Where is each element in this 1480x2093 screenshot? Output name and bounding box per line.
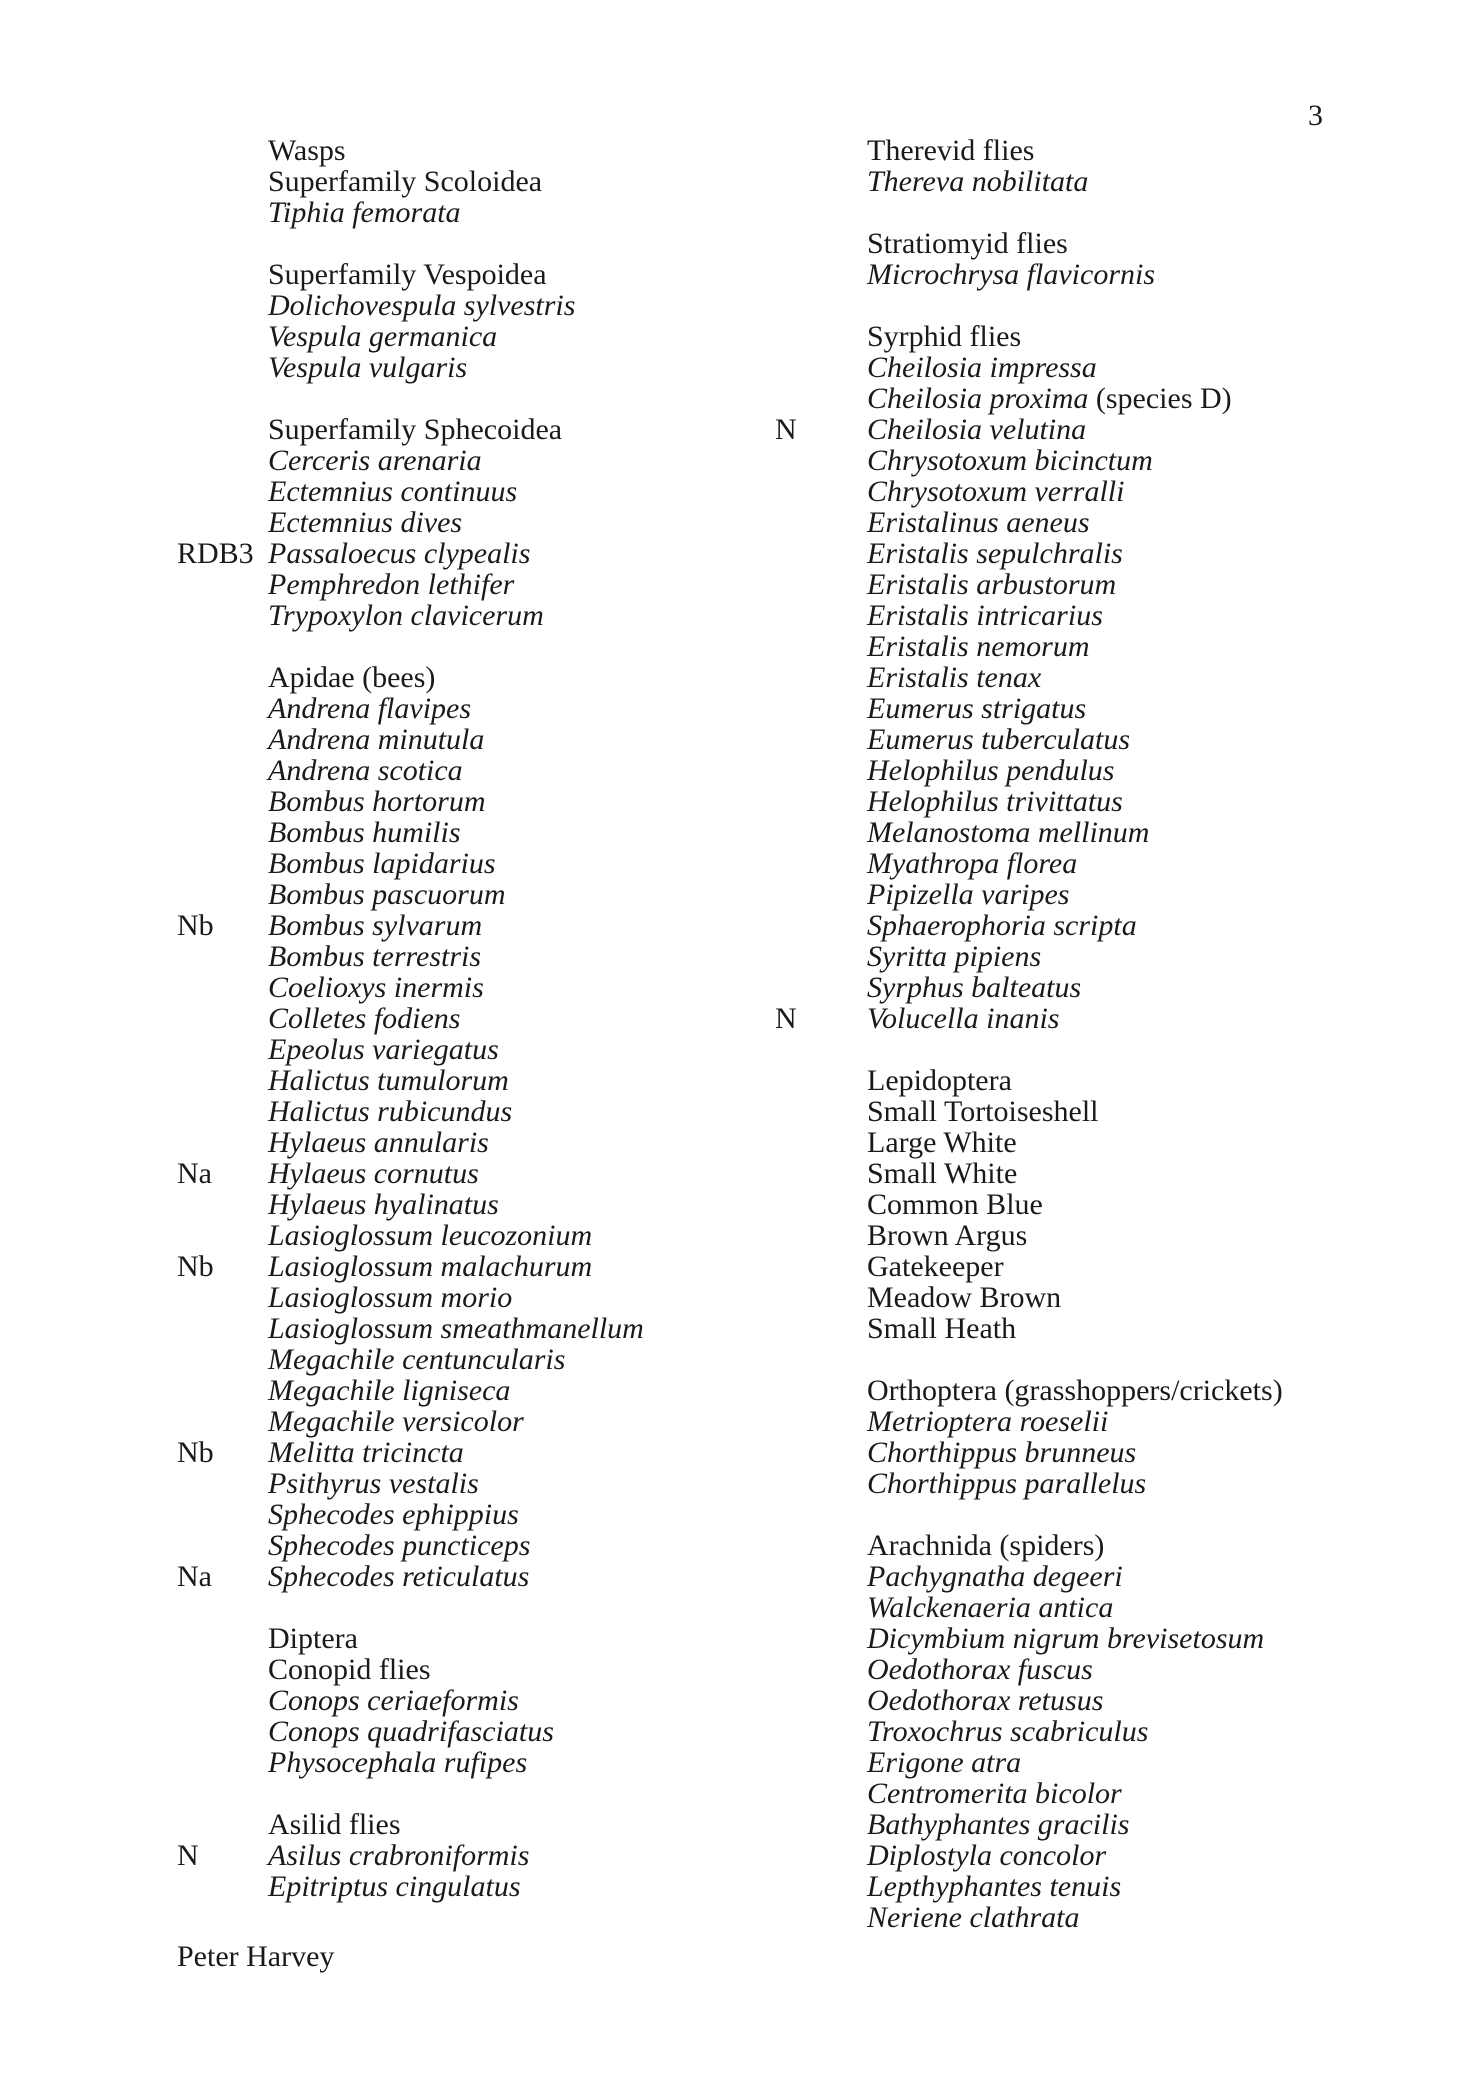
species-entry [867,910,1387,941]
species-entry [268,1871,828,1902]
species-name: Cerceris arenaria [268,444,482,477]
species-name: Halictus rubicundus [268,1095,513,1128]
species-entry [867,1778,1387,1809]
species-name: Andrena minutula [268,723,485,756]
group-heading [867,1189,1387,1220]
species-entry [268,476,828,507]
species-name: Halictus tumulorum [268,1064,509,1097]
group-heading [867,1127,1387,1158]
species-entry [268,1468,828,1499]
species-entry [867,693,1387,724]
species-name: Eristalinus aeneus [867,506,1090,539]
species-name: Hylaeus hyalinatus [268,1188,499,1221]
species-name: Bombus lapidarius [268,847,496,880]
species-name: Epeolus variegatus [268,1033,499,1066]
species-entry [867,1654,1387,1685]
species-name: Vespula vulgaris [268,351,468,384]
species-name: Ectemnius continuus [268,475,518,508]
species-name: Vespula germanica [268,320,498,353]
group-heading [867,321,1387,352]
species-entry [268,569,828,600]
species-entry [867,1437,1387,1468]
species-name: Melitta tricincta [268,1436,464,1469]
group-heading [867,1530,1387,1561]
heading-text: Small Heath [867,1312,1017,1345]
conservation-status: Nb [177,1436,214,1469]
species-entry [867,786,1387,817]
left-column [177,134,828,1903]
heading-text: Syrphid flies [867,320,1022,353]
group-heading [268,662,828,693]
species-entry [268,321,828,352]
species-entry [867,662,1387,693]
species-entry [867,1871,1387,1902]
species-entry [867,1592,1387,1623]
species-entry [177,909,828,942]
species-entry [268,1747,828,1778]
species-name: Epitriptus cingulatus [268,1870,521,1903]
group-heading [268,135,828,166]
species-name: Bombus sylvarum [268,909,483,942]
conservation-status: Na [177,1560,212,1593]
heading-text: Meadow Brown [867,1281,1062,1314]
species-entry [867,1747,1387,1778]
species-name: Bombus pascuorum [268,878,506,911]
species-entry [268,724,828,755]
species-entry [867,538,1387,569]
species-entry [268,1034,828,1065]
group-heading [867,228,1387,259]
species-entry [268,1282,828,1313]
right-column [775,134,1387,1934]
heading-text: Common Blue [867,1188,1043,1221]
species-name: Andrena flavipes [268,692,472,725]
species-name: Eristalis arbustorum [867,568,1117,601]
species-entry [268,755,828,786]
species-entry [775,413,1387,446]
species-entry [867,507,1387,538]
species-entry [268,1406,828,1437]
species-entry [268,941,828,972]
heading-text: Brown Argus [867,1219,1028,1252]
species-entry [867,383,1387,414]
species-name: Syritta pipiens [867,940,1042,973]
species-name: Lasioglossum leucozonium [268,1219,593,1252]
conservation-status: Na [177,1157,212,1190]
species-entry [268,507,828,538]
species-entry [268,1499,828,1530]
species-name: Chorthippus parallelus [867,1467,1147,1500]
species-entry [268,972,828,1003]
species-name: Eristalis sepulchralis [867,537,1123,570]
species-name: Dolichovespula sylvestris [268,289,576,322]
group-heading [268,166,828,197]
species-entry [867,1561,1387,1592]
species-entry [867,941,1387,972]
heading-text: Small Tortoiseshell [867,1095,1099,1128]
species-entry [268,1189,828,1220]
species-entry [268,352,828,383]
heading-text: Gatekeeper [867,1250,1004,1283]
species-entry [268,1003,828,1034]
species-name: Sphecodes puncticeps [268,1529,531,1562]
species-entry [867,1468,1387,1499]
species-name: Cheilosia proxima [867,382,1089,415]
heading-text: Therevid flies [867,134,1035,167]
page-number: 3 [1308,99,1323,132]
species-entry [867,1685,1387,1716]
species-name: Chorthippus brunneus [867,1436,1137,1469]
species-entry [268,786,828,817]
species-name: Bathyphantes gracilis [867,1808,1130,1841]
species-entry [268,1127,828,1158]
species-entry [268,693,828,724]
group-heading [867,1375,1387,1406]
species-entry [268,600,828,631]
species-name: Lasioglossum malachurum [268,1250,593,1283]
heading-text: Orthoptera (grasshoppers/crickets) [867,1374,1283,1407]
conservation-status: N [775,1002,797,1035]
species-name: Eristalis tenax [867,661,1042,694]
species-name: Eumerus tuberculatus [867,723,1131,756]
species-name: Metrioptera roeselii [867,1405,1109,1438]
species-entry [867,476,1387,507]
heading-text: Large White [867,1126,1017,1159]
species-entry [775,1002,1387,1035]
heading-text: Conopid flies [268,1653,431,1686]
species-name: Chrysotoxum verralli [867,475,1125,508]
species-name: Trypoxylon clavicerum [268,599,544,632]
species-entry [867,445,1387,476]
species-entry [177,1157,828,1190]
heading-text: Stratiomyid flies [867,227,1068,260]
species-name: Tiphia femorata [268,196,461,229]
species-name: Microchrysa flavicornis [867,258,1156,291]
species-name: Asilus crabroniformis [268,1839,530,1872]
species-entry [268,1313,828,1344]
species-name: Thereva nobilitata [867,165,1089,198]
species-name: Eumerus strigatus [867,692,1087,725]
heading-text: Small White [867,1157,1018,1190]
species-entry [268,1375,828,1406]
species-entry [867,631,1387,662]
species-name: Bombus hortorum [268,785,486,818]
group-heading [268,1623,828,1654]
species-name: Dicymbium nigrum brevisetosum [867,1622,1265,1655]
species-entry [268,879,828,910]
group-heading [268,1809,828,1840]
species-name: Andrena scotica [268,754,463,787]
species-name: Troxochrus scabriculus [867,1715,1149,1748]
species-entry [268,1220,828,1251]
species-name: Hylaeus cornutus [268,1157,479,1190]
species-name: Cheilosia velutina [867,413,1087,446]
species-entry [177,537,828,570]
species-entry [867,724,1387,755]
species-entry [268,445,828,476]
species-entry [268,1716,828,1747]
species-name: Oedothorax retusus [867,1684,1104,1717]
species-name: Sphaerophoria scripta [867,909,1137,942]
species-name: Megachile versicolor [268,1405,524,1438]
species-name: Bombus humilis [268,816,461,849]
species-name: Chrysotoxum bicinctum [867,444,1153,477]
species-entry [268,1096,828,1127]
species-entry [867,1716,1387,1747]
species-name: Volucella inanis [867,1002,1060,1035]
species-name: Helophilus trivittatus [867,785,1123,818]
species-entry [268,817,828,848]
heading-text: Lepidoptera [867,1064,1012,1097]
species-entry [268,1344,828,1375]
species-name: Myathropa florea [867,847,1078,880]
species-entry [268,1065,828,1096]
species-name: Diplostyla concolor [867,1839,1107,1872]
group-heading [268,1654,828,1685]
species-name: Physocephala rufipes [268,1746,528,1779]
species-name: Pachygnatha degeeri [867,1560,1123,1593]
species-name: Centromerita bicolor [867,1777,1122,1810]
species-name: Erigone atra [867,1746,1022,1779]
species-entry [867,600,1387,631]
species-note: (species D) [1088,382,1232,415]
species-entry [867,1406,1387,1437]
heading-text: Diptera [268,1622,358,1655]
species-entry [177,1436,828,1469]
heading-text: Superfamily Scoloidea [268,165,543,198]
species-name: Conops ceriaeformis [268,1684,519,1717]
group-heading [867,1251,1387,1282]
species-name: Coelioxys inermis [268,971,484,1004]
species-entry [867,1809,1387,1840]
species-name: Walckenaeria antica [867,1591,1114,1624]
species-entry [268,290,828,321]
group-heading [268,414,828,445]
species-name: Conops quadrifasciatus [268,1715,554,1748]
species-entry [867,848,1387,879]
species-name: Eristalis intricarius [867,599,1103,632]
species-entry [867,972,1387,1003]
species-name: Sphecodes reticulatus [268,1560,530,1593]
species-entry [268,1685,828,1716]
heading-text: Superfamily Vespoidea [268,258,547,291]
species-entry [867,755,1387,786]
species-entry [268,197,828,228]
species-name: Pipizella varipes [867,878,1070,911]
species-entry [177,1560,828,1593]
species-name: Helophilus pendulus [867,754,1115,787]
heading-text: Asilid flies [268,1808,401,1841]
species-name: Lasioglossum smeathmanellum [268,1312,644,1345]
heading-text: Superfamily Sphecoidea [268,413,563,446]
species-name: Hylaeus annularis [268,1126,489,1159]
species-entry [867,569,1387,600]
species-name: Syrphus balteatus [867,971,1082,1004]
species-entry [867,1840,1387,1871]
species-name: Psithyrus vestalis [268,1467,479,1500]
species-name: Passaloecus clypealis [268,537,531,570]
species-entry [177,1250,828,1283]
group-heading [867,1096,1387,1127]
heading-text: Arachnida (spiders) [867,1529,1105,1562]
species-name: Lasioglossum morio [268,1281,513,1314]
species-entry [268,848,828,879]
species-name: Megachile centuncularis [268,1343,566,1376]
species-entry [867,879,1387,910]
species-name: Oedothorax fuscus [867,1653,1093,1686]
species-name: Ectemnius dives [268,506,463,539]
species-name: Melanostoma mellinum [867,816,1150,849]
conservation-status: Nb [177,1250,214,1283]
conservation-status: Nb [177,909,214,942]
species-entry [268,1530,828,1561]
group-heading [268,259,828,290]
species-entry [867,1902,1387,1933]
species-entry [867,1623,1387,1654]
species-entry [867,352,1387,383]
species-entry [177,1839,828,1872]
species-entry [867,259,1387,290]
conservation-status: RDB3 [177,537,254,570]
species-name: Bombus terrestris [268,940,482,973]
conservation-status: N [177,1839,199,1872]
species-name: Sphecodes ephippius [268,1498,519,1531]
group-heading [867,1313,1387,1344]
species-name: Neriene clathrata [867,1901,1080,1934]
species-name: Megachile ligniseca [268,1374,511,1407]
species-name: Lepthyphantes tenuis [867,1870,1122,1903]
author-footer: Peter Harvey [177,1940,335,1973]
species-name: Colletes fodiens [268,1002,461,1035]
species-entry [867,817,1387,848]
species-name: Eristalis nemorum [867,630,1090,663]
group-heading [867,1065,1387,1096]
conservation-status: N [775,413,797,446]
species-entry [867,166,1387,197]
group-heading [867,135,1387,166]
species-name: Cheilosia impressa [867,351,1097,384]
heading-text: Wasps [268,134,346,167]
group-heading [867,1158,1387,1189]
group-heading [867,1282,1387,1313]
species-name: Pemphredon lethifer [268,568,515,601]
heading-text: Apidae (bees) [268,661,436,694]
group-heading [867,1220,1387,1251]
